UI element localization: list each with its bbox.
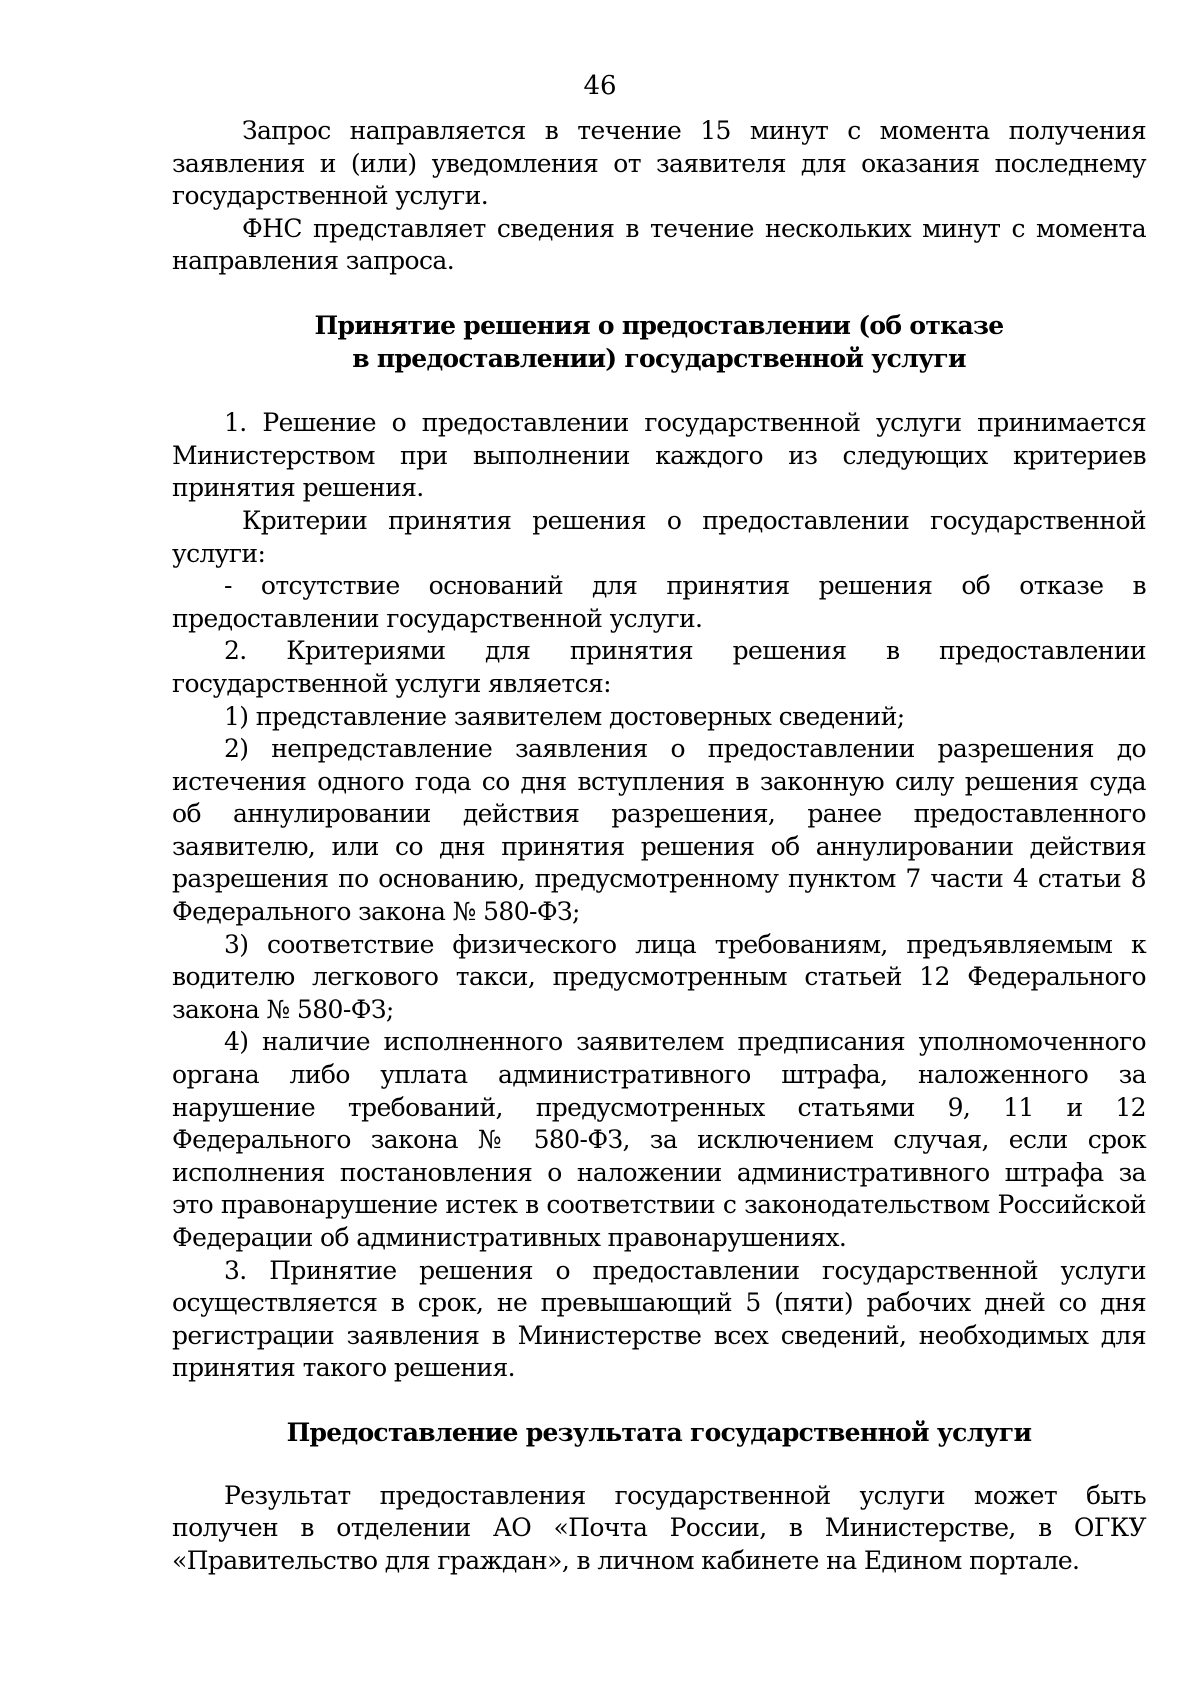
paragraph-result-delivery: Результат предоставления государственной услуги может быть получен в отделении АО «Почта России, в Министерстве, в ОГКУ «Правительство для граждан», в личном кабинете на Едином портале.	[172, 1480, 1146, 1575]
paragraph-request-timing: Запрос направляется в течение 15 минут с момента получения заявления и (или) уведомления от заявителя для оказания последнему государственной услуги.	[172, 116, 1146, 211]
list-item: 3) соответствие физического лица требованиям, предъявляемым к водителю легкового такси, предусмотренным статьей 12 Федерального закона № 580-ФЗ;	[172, 929, 1146, 1024]
paragraph-decision-rule: 1. Решение о предоставлении государственной услуги принимается Министерством при выполнении каждого из следующих критериев принятия решения.	[172, 408, 1146, 503]
heading-line: Принятие решения о предоставлении (об отказе	[314, 310, 1004, 340]
heading-line: в предоставлении) государственной услуги	[352, 343, 966, 373]
list-item: 4) наличие исполненного заявителем предписания уполномоченного органа либо уплата административного штрафа, наложенного за нарушение требований, предусмотренных статьями 9, 11 и 12 Федерального закона № 580-ФЗ, за исключением случая, если срок исполнения постановления о наложении административного штрафа за это правонарушение истек в соответствии с законодательством Российской Федерации об административных правонарушениях.	[172, 1027, 1146, 1252]
paragraph-fns-response: ФНС представляет сведения в течение нескольких минут с момента направления запроса.	[172, 213, 1146, 276]
paragraph-criteria-absence: - отсутствие оснований для принятия решения об отказе в предоставлении государственной услуги.	[172, 571, 1146, 633]
paragraph-criteria-list-intro: 2. Критериями для принятия решения в предоставлении государственной услуги является:	[172, 636, 1146, 698]
section-heading-result: Предоставление результата государственной услуги	[286, 1417, 1032, 1447]
section-heading-decision	[172, 310, 1146, 375]
list-item: 2) непредставление заявления о предоставлении разрешения до истечения одного года со дня вступления в законную силу решения суда об аннулировании действия разрешения, ранее предоставленного заявителю, или со дня принятия решения об аннулировании действия разрешения по основанию, предусмотренному пунктом 7 части 4 статьи 8 Федерального закона № 580-ФЗ;	[172, 734, 1146, 927]
document-body	[172, 115, 1146, 1577]
page-number: 46	[583, 71, 617, 101]
paragraph-decision-deadline: 3. Принятие решения о предоставлении государственной услуги осуществляется в срок, не превышающий 5 (пяти) рабочих дней со дня регистрации заявления в Министерстве всех сведений, необходимых для принятия такого решения.	[172, 1255, 1146, 1383]
paragraph-criteria-intro: Критерии принятия решения о предоставлении государственной услуги:	[172, 505, 1146, 568]
list-item: 1) представление заявителем достоверных сведений;	[224, 701, 905, 731]
